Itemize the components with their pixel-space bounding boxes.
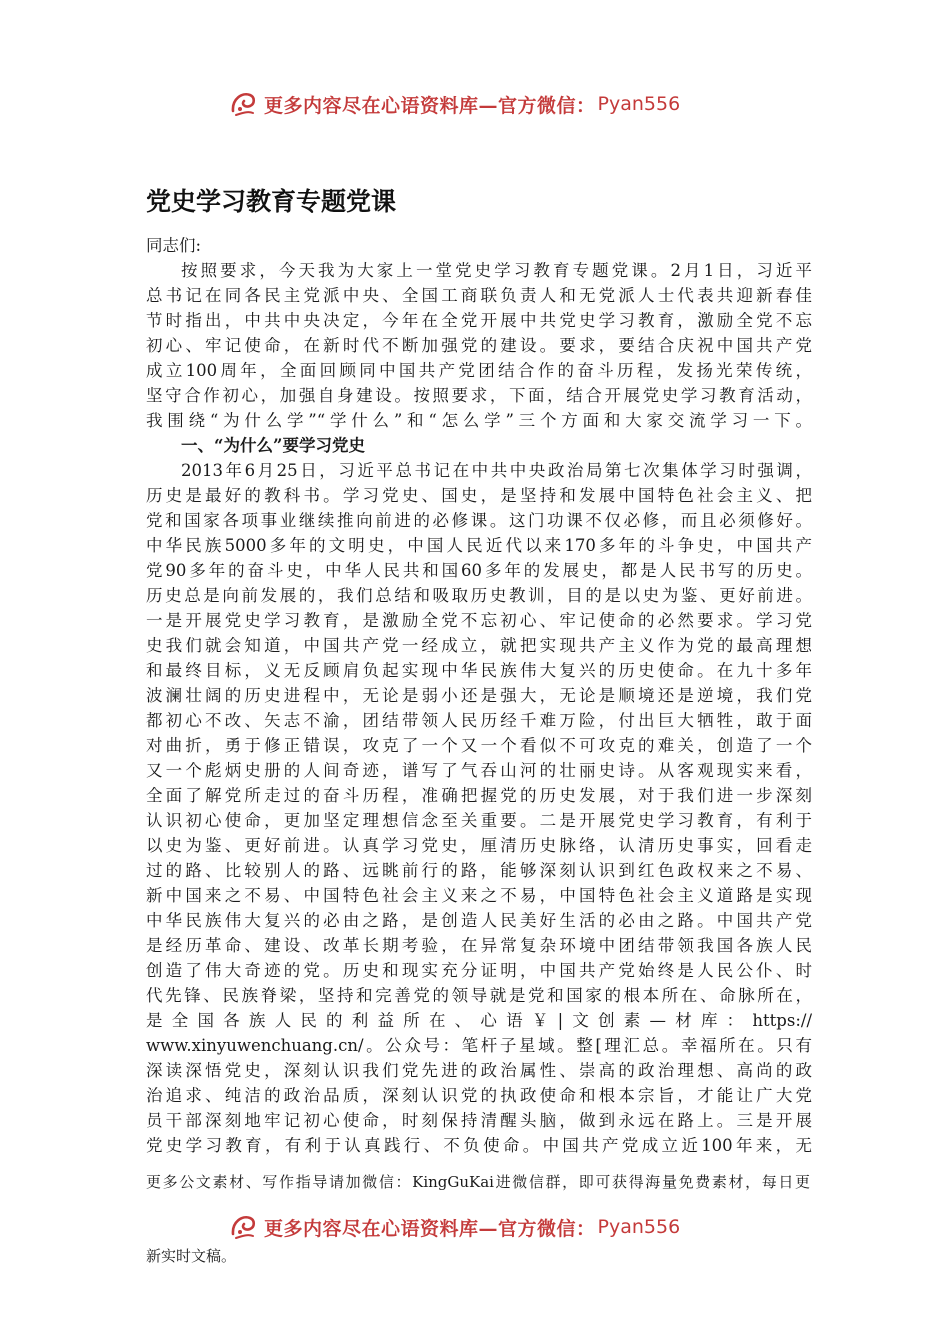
footer-note-line-2: 新实时文稿。 [146, 1247, 237, 1265]
body-text-line: 历史是最好的教科书。学习党史、国史，是坚持和发展中国特色社会主义、把 [146, 486, 812, 505]
body-text-line: 总书记在同各民主党派中央、全国工商联负责人和无党派人士代表共迎新春佳 [146, 286, 812, 305]
red-swirl-logo-icon [228, 1212, 258, 1242]
body-text-line: 初心、牢记使命，在新时代不断加强党的建设。要求，要结合庆祝中国共产党 [146, 336, 812, 355]
body-text-line: 全面了解党所走过的奋斗历程，准确把握党的历史发展，对于我们进一步深刻 [146, 786, 812, 805]
body-text-line: 代先锋、民族脊梁，坚持和完善党的领导就是党和国家的根本所在、命脉所在， [146, 986, 812, 1005]
body-text-line: 创造了伟大奇迹的党。历史和现实充分证明，中国共产党始终是人民公仆、时 [146, 961, 812, 980]
body-text-line: 对曲折，勇于修正错误，攻克了一个又一个看似不可攻克的难关，创造了一个 [146, 736, 812, 755]
body-text-line: 深读深悟党史，深刻认识我们党先进的政治属性、崇高的政治理想、高尚的政 [146, 1061, 812, 1080]
banner-text: 更多内容尽在心语资料库—官方微信： [264, 1217, 596, 1240]
body-text-line: 中华民族5000多年的文明史，中国人民近代以来170多年的斗争史，中国共产 [146, 536, 812, 555]
body-text-line: 我围绕“为什么学”“学什么”和“怎么学”三个方面和大家交流学习一下。 [146, 411, 812, 430]
body-text-line: 同志们: [146, 236, 202, 255]
red-swirl-logo-icon [228, 89, 258, 119]
body-text-line: 过的路、比较别人的路、远眺前行的路，能够深刻认识到红色政权来之不易、 [146, 861, 812, 880]
body-text-line: 2013年6月25日，习近平总书记在中共中央政治局第七次集体学习时强调， [181, 461, 812, 480]
body-text-line: 波澜壮阔的历史进程中，无论是弱小还是强大，无论是顺境还是逆境，我们党 [146, 686, 812, 705]
body-text-line: 史我们就会知道，中国共产党一经成立，就把实现共产主义作为党的最高理想 [146, 636, 812, 655]
body-text-line: 按照要求，今天我为大家上一堂党史学习教育专题党课。2月1日，习近平 [181, 261, 812, 280]
body-text-line: 党和国家各项事业继续推向前进的必修课。这门功课不仅必修，而且必须修好。 [146, 511, 812, 530]
body-text-line: 节时指出，中共中央决定，今年在全党开展中共党史学习教育，激励全党不忘 [146, 311, 812, 330]
body-text-line: 历史总是向前发展的，我们总结和吸取历史教训，目的是以史为鉴、更好前进。 [146, 586, 812, 605]
banner-wechat-id: Pyan556 [597, 93, 681, 115]
body-text-line: 成立100周年，全面回顾同中国共产党团结合作的奋斗历程，发扬光荣传统， [146, 361, 812, 380]
body-text-line: 是经历革命、建设、改革长期考验，在异常复杂环境中团结带领我国各族人民 [146, 936, 812, 955]
body-text-line: 都初心不改、矢志不渝，团结带领人民历经千难万险，付出巨大牺牲，敢于面 [146, 711, 812, 730]
body-text-line: 坚守合作初心，加强自身建设。按照要求，下面，结合开展党史学习教育活动， [146, 386, 812, 405]
header-banner [228, 86, 680, 122]
body-text-line: www.xinyuwenchuang.cn/。公众号：笔杆子星域。整[理汇总。幸福所在。只有 [146, 1036, 812, 1055]
body-text-line: 新中国来之不易、中国特色社会主义来之不易，中国特色社会主义道路是实现 [146, 886, 812, 905]
body-text-line: 党90多年的奋斗史，中华人民共和国60多年的发展史，都是人民书写的历史。 [146, 561, 812, 580]
body-text-line: 又一个彪炳史册的人间奇迹，谱写了气吞山河的壮丽史诗。从客观现实来看， [146, 761, 812, 780]
section-heading: 一、“为什么”要学习党史 [181, 436, 365, 455]
body-text-line: 认识初心使命，更加坚定理想信念至关重要。二是开展党史学习教育，有利于 [146, 811, 812, 830]
body-text-line: 员干部深刻地牢记初心使命，时刻保持清醒头脑，做到永远在路上。三是开展 [146, 1111, 812, 1130]
body-text-line: 党史学习教育，有利于认真践行、不负使命。中国共产党成立近100年来，无 [146, 1136, 812, 1155]
banner-wechat-id: Pyan556 [597, 1216, 681, 1238]
body-text-line: 一是开展党史学习教育，是激励全党不忘初心、牢记使命的必然要求。学习党 [146, 611, 812, 630]
body-text-line: 和最终目标，义无反顾肩负起实现中华民族伟大复兴的历史使命。在九十多年 [146, 661, 812, 680]
footer-note-line-1: 更多公文素材、写作指导请加微信：KingGuKai进微信群，即可获得海量免费素材，每日更 [146, 1173, 810, 1191]
footer-banner [228, 1209, 680, 1245]
banner-text: 更多内容尽在心语资料库—官方微信： [264, 94, 596, 117]
body-text-line: 以史为鉴、更好前进。认真学习党史，厘清历史脉络，认清历史事实，回看走 [146, 836, 812, 855]
body-text-line: 治追求、纯洁的政治品质，深刻认识党的执政使命和根本宗旨，才能让广大党 [146, 1086, 812, 1105]
document-title: 党史学习教育专题党课 [146, 187, 397, 216]
body-text-line: 中华民族伟大复兴的必由之路，是创造人民美好生活的必由之路。中国共产党 [146, 911, 812, 930]
document-body [146, 233, 812, 1158]
body-text-line: 是全国各族人民的利益所在、心语￥|文创素—材库：https:// [146, 1011, 812, 1030]
